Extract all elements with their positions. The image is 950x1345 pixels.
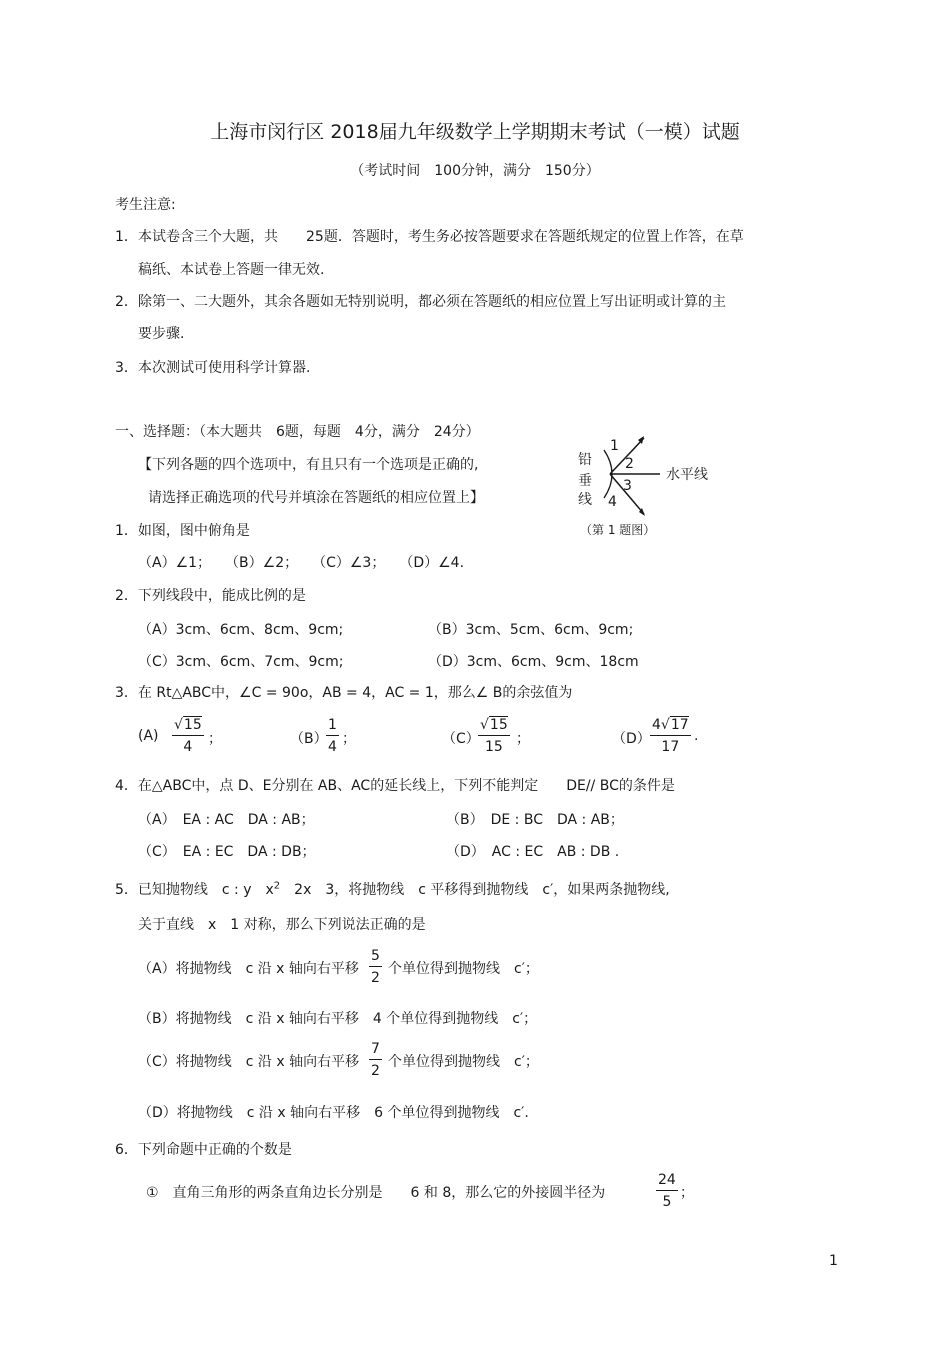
fraction [326,718,339,754]
fraction [369,1042,382,1078]
note-text: 要步骤. [138,326,185,342]
note-text: 除第一、二大题外，其余各题如无特别说明，都必须在答题纸的相应位置上写出证明或计算的主 [138,294,726,310]
section-heading: 一、选择题：（本大题共 6题，每题 4分，满分 24分） [115,424,480,440]
note-number: 3． [115,360,138,376]
option-c-text: 个单位得到抛物线 c′； [388,1054,539,1070]
option-a: （A）3cm、6cm、8cm、9cm; [138,622,344,638]
option-d: （D）将抛物线 c 沿 x 轴向右平移 6 个单位得到抛物线 c′. [138,1105,529,1121]
option-d: （D） AC : EC AB : DB . [446,844,620,860]
question-stem [115,879,670,899]
angle-label: 4 [608,494,617,510]
stem-part: 2x 3，将抛物线 c 平移得到抛物线 c′，如果两条抛物线, [280,882,670,898]
note-text: 稿纸、本试卷上答题一律无效. [138,262,325,278]
exam-subtitle: （考试时间 100分钟，满分 150分） [350,163,600,179]
denominator: 15 [484,739,503,755]
denominator: 2 [371,970,380,986]
option-b: （B）将抛物线 c 沿 x 轴向右平移 4 个单位得到抛物线 c′； [138,1011,538,1027]
option-a: （A） EA : AC DA : AB； [138,812,315,828]
angle-label: 1 [610,438,619,454]
coefficient: 4 [652,717,661,733]
fraction: $\frac{4√17}{17}$ [652,717,689,755]
question-options: （A）∠1； （B）∠2； （C）∠3； （D）∠4. [138,555,465,571]
stem-part: 5．已知抛物线 c : y x [115,882,274,898]
radicand: 15 [489,717,508,733]
option-a-text: 个单位得到抛物线 c′； [388,961,539,977]
option-a-text: （A）将抛物线 c 沿 x 轴向右平移 [138,961,359,977]
statement-item: ① 直角三角形的两条直角边长分别是 6 和 8，那么它的外接圆半径为 [146,1185,606,1201]
radicand: 15 [183,717,202,733]
punctuation: ； [342,731,356,747]
question-stem: 4．在△ABC中，点 D、E分别在 AB、AC的延长线上，下列不能判定 DE// BC的条件是 [115,778,675,794]
option-d-label: （D） [612,731,651,747]
option-b: （B）3cm、5cm、6cm、9cm; [428,622,634,638]
fraction [369,949,382,985]
denominator: 4 [328,739,337,755]
numerator: 24 [656,1173,678,1191]
denominator: 5 [662,1194,672,1210]
numerator: 1 [326,718,339,736]
note-number: 2． [115,294,138,310]
figure-label: 垂 [578,473,592,489]
option-a-label: (A) [138,728,159,744]
question-stem-line2: 关于直线 x 1 对称，那么下列说法正确的是 [138,917,426,933]
note-number: 1． [115,229,138,245]
section-instruction: 请选择正确选项的代号并填涂在答题纸的相应位置上】 [148,490,484,506]
note-text: 本试卷含三个大题，共 25题．答题时，考生务必按答题要求在答题纸规定的位置上作答，在草 [138,229,744,245]
question-stem: 2．下列线段中，能成比例的是 [115,588,306,604]
option-c-label: （C） [442,731,480,747]
figure-label: 水平线 [666,467,708,483]
denominator: 17 [661,739,680,755]
note-text: 本次测试可使用科学计算器. [138,360,311,376]
punctuation: ； [680,1185,694,1201]
punctuation: ； [516,731,530,747]
fraction [656,1173,678,1209]
question-stem: 1．如图，图中俯角是 [115,523,250,539]
denominator: 4 [183,739,193,755]
figure-label: 铅 [578,452,592,468]
punctuation: ； [208,731,222,747]
notes-heading: 考生注意: [115,197,176,213]
angle-label: 3 [623,478,632,494]
figure-label: 线 [578,492,592,508]
numerator: 7 [369,1042,382,1060]
exponent: 2 [273,880,281,892]
fraction: $\frac{√15}{15}$ [480,717,508,755]
figure-caption: （第 1 题图） [580,523,656,537]
angle-label: 2 [625,456,634,472]
option-c: （C）3cm、6cm、7cm、9cm; [138,654,344,670]
question-stem: 6．下列命题中正确的个数是 [115,1142,292,1158]
option-d: （D）3cm、6cm、9cm、18cm [428,654,639,670]
numerator: 5 [369,949,382,967]
page-title: 上海市闵行区 2018届九年级数学上学期期末考试（一模）试题 [210,121,740,143]
question-stem: 3．在 Rt△ABC中，∠C = 90o，AB = 4，AC = 1，那么∠ B的余弦值为 [115,685,573,701]
denominator: 2 [371,1063,380,1079]
fraction: $\frac{√15}{4}$ [174,717,202,755]
page-number: 1 [829,1253,838,1269]
punctuation: . [694,728,699,744]
radicand: 17 [670,717,689,733]
option-b: （B） DE : BC DA : AB； [446,812,624,828]
section-instruction: 【下列各题的四个选项中，有且只有一个选项是正确的, [138,457,479,473]
option-b-label: （B） [290,731,328,747]
option-c-text: （C）将抛物线 c 沿 x 轴向右平移 [138,1054,360,1070]
option-c: （C） EA : EC DA : DB； [138,844,316,860]
